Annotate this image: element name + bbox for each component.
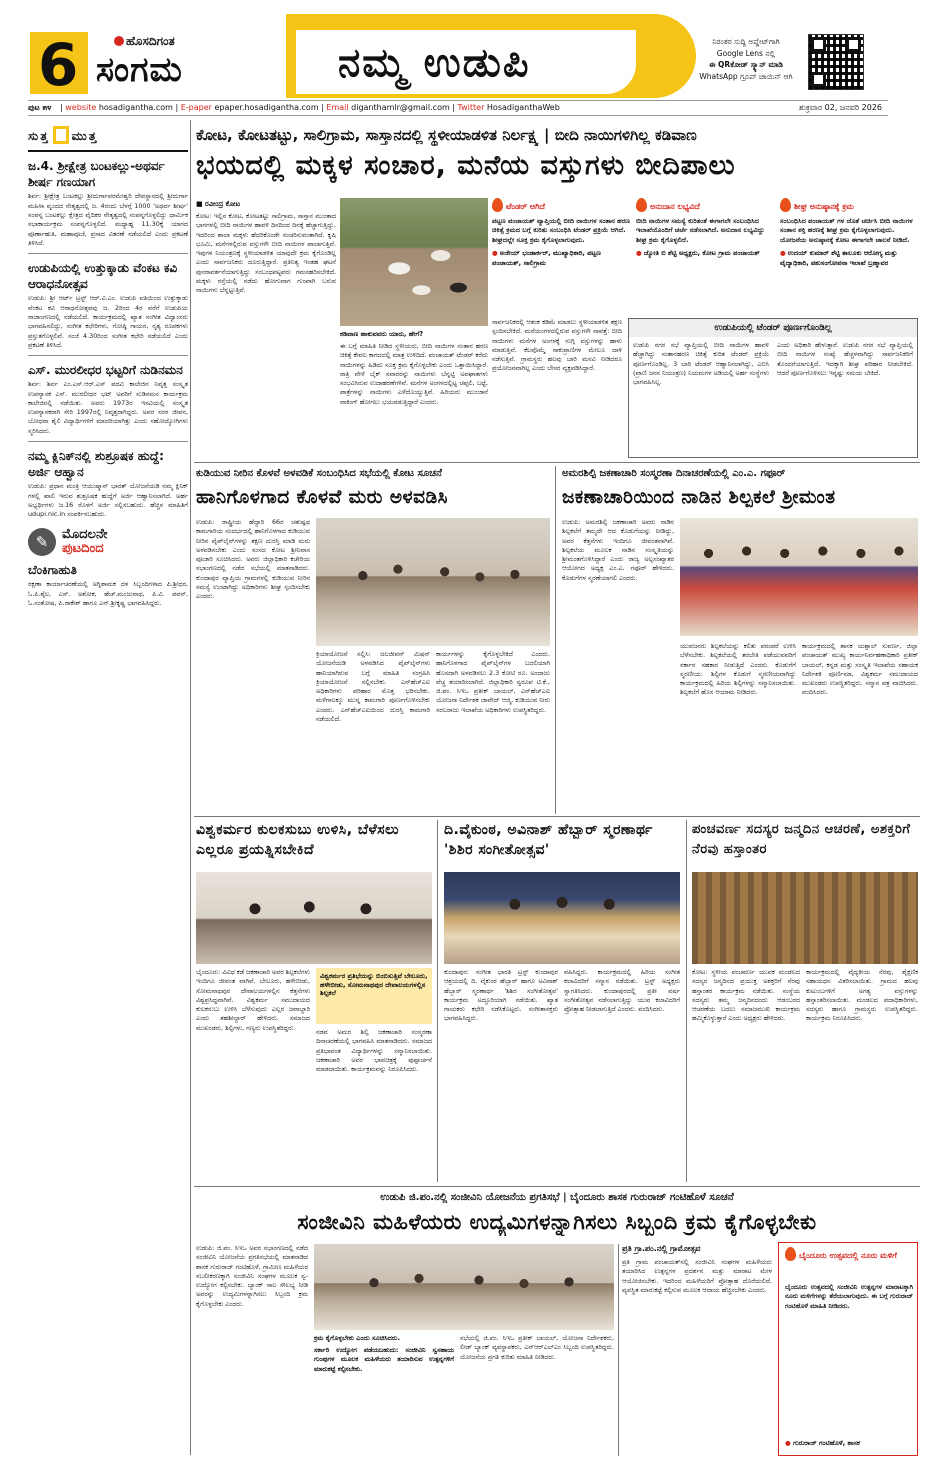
left-story-body: ಉಡುಪಿ: ಶ್ರೀ ಆರ್ಟ್ ಟ್ರಸ್ಟ್ ಆರ್.ವಿ.ಎಂ. ಉಡುಪಿ ವತಿಯಿಂದ ಉತ್ತುಕ್ಕಾಡು ವೆಂಕಟ ಕವಿ ಆರಾಧನೋತ್ಸವವು ಜ. 2ರಿಂದ 4ರ ವರೆಗೆ ಉಡುಪಿಯ ರಾಜಾಂಗಣದಲ್ಲಿ ನಡೆಯಲಿದೆ. ಕಾರ್ಯಕ್ರಮದಲ್ಲಿ ಖ್ಯಾತ ಸಂಗೀತ ವಿದ್ವಾಂಸರು ಭಾಗವಹಿಸಲಿದ್ದು, ಸಂಗೀತ ಕಛೇರಿಗಳು, ಗೋಷ್ಠಿ ಗಾಯನ, ನೃತ್ಯ ರೂಪಕಗಳು ಪ್ರಸ್ತುತಗೊಳ್ಳಲಿವೆ. ಸಂಜೆ 4.30ರಿಂದ ಸಂಗೀತ ಕಛೇರಿ ನಡೆಯಲಿದೆ ಎಂದು ಪ್ರಕಟಣೆ ತಿಳಿಸಿದೆ. [28, 294, 188, 349]
byndoor-utsav-box: ಬೈಂದೂರು ಉತ್ಸವದಲ್ಲಿ ನೂರು ಮಳಿಗೆ ಬೈಂದೂರು ಉತ್ಸವದಲ್ಲಿ ಸಂಜೀವಿನಿ ಉತ್ಪನ್ನಗಳ ಮಾರಾಟಕ್ಕಾಗಿ ನೂರು ಮಳಿಗೆಗಳನ್ನು ತೆರೆಯಲಾಗುವುದು. ಈ ಬಗ್ಗೆ ಗುರುರಾಜ್ ಗಂಟಿಹೊಳೆ ಮಾಹಿತಿ ನೀಡಿದರು. ● ಗುರುರಾಜ್ ಗಂಟಿಹೊಳೆ, ಶಾಸಕ [778, 1242, 918, 1456]
twitter-link[interactable]: HosadiganthaWeb [486, 103, 560, 112]
pen-icon: ✎ [28, 528, 56, 556]
sanjeevini-col3: ಸಭೆಯಲ್ಲಿ ಜಿ.ಪಂ. ಸಿಇಒ ಪ್ರತೀಕ್ ಬಾಯಲ್, ಯೋಜನಾ ನಿರ್ದೇಶಕರು, ಲೀಡ್ ಬ್ಯಾಂಕ್ ವ್ಯವಸ್ಥಾಪಕರು, ಎನ್‌ಆರ್‌ಎಲ್‌ಎಂ ಸಿಬ್ಬಂದಿ ಉಪಸ್ಥಿತರಿದ್ದರು. ಯೋಜನೆಯ ಪ್ರಗತಿ ಕುರಿತು ಮಾಹಿತಿ ನೀಡಿದರು. [460, 1334, 614, 1361]
water-story-col3: ಕಾರ್ಯಗಳನ್ನು ಕೈಗೊಳ್ಳಬೇಕಿದೆ ಎಂದರು. ಹಾನಿಗೊಳಗಾದ ಪೈಪ್‌ಲೈನ್‌ಗಳ ಬದಲಿಯಾಗಿ ಹೊಸದಾಗಿ ಅಳವಡಿಸಲು 2.3 ಕೋಟಿ ರೂ. ಅಂದಾಜು ವೆಚ್ಚ ತಯಾರಿಸಲಾಗಿದೆ. ಜಿಲ್ಲಾಧಿಕಾರಿ ಸ್ವರೂಪ ಟಿ.ಕೆ., ಜಿ.ಪಂ. ಸಿಇಒ ಪ್ರತೀಕ್ ಬಾಯಲ್, ಎನ್‌ಹೆಚ್‌ಎಐ ಯೋಜನಾ ನಿರ್ದೇಶಕ ಜಾವೇದ್ ಆಜ್ಮಿ, ಕುಡಿಯುವ ನೀರು ಸರಬರಾಜು ಇಲಾಖೆಯ ಅಧಿಕಾರಿಗಳು ಉಪಸ್ಥಿತರಿದ್ದರು. [436, 650, 550, 714]
qr-code-icon[interactable] [808, 34, 864, 90]
left-story-title[interactable]: ಎಸ್. ಮುರಲೀಧರ ಭಟ್ಟರಿಗೆ ನುಡಿನಮನ [28, 363, 183, 378]
gramotsava-body: ಪ್ರತಿ ಗ್ರಾಮ ಪಂಚಾಯತ್‌ನಲ್ಲಿ ಸಂಜೀವಿನಿ ಸಂಘಗಳ ಮಹಿಳೆಯರು ತಯಾರಿಸಿದ ಉತ್ಪನ್ನಗಳ ಪ್ರದರ್ಶನ ಮತ್ತು ಮಾರಾಟ ಮೇಳ ಆಯೋಜಿಸಬೇಕು. ಇದರಿಂದ ಮಹಿಳೆಯರಿಗೆ ಪ್ರೋತ್ಸಾಹ ದೊರೆಯಲಿದೆ. ವ್ಯವಸ್ಥಿತ ಮಾರುಕಟ್ಟೆ ಕಲ್ಪಿಸುವ ಮೂಲಕ ಆದಾಯ ಹೆಚ್ಚಿಸಬೇಕು ಎಂದರು. [622, 1258, 772, 1294]
epaper-link[interactable]: epaper.hosadigantha.com [214, 103, 319, 112]
sanjeevini-headline[interactable]: ಸಂಜೀವಿನಿ ಮಹಿಳೆಯರು ಉದ್ಯಮಿಗಳನ್ನಾಗಿಸಲು ಸಿಬ್ಬಂದಿ ಕ್ರಮ ಕೈಗೊಳ್ಳಬೇಕು [297, 1210, 817, 1234]
water-story-headline[interactable]: ಹಾನಿಗೊಳಗಾದ ಕೊಳವೆ ಮರು ಅಳವಡಿಸಿ [196, 487, 448, 508]
left-story-title[interactable]: ಬೆಂಕಿಗಾಹುತಿ [28, 563, 77, 578]
sculptor-story-headline[interactable]: ಜಕಣಾಚಾರಿಯಿಂದ ನಾಡಿನ ಶಿಲ್ಪಕಲೆ ಶ್ರೀಮಂತ [562, 487, 836, 508]
sculptor-story-col3: ಕಾರ್ಯಕ್ರಮದಲ್ಲಿ ಶಾಸಕ ಯಶ್ಪಾಲ್ ಸುವರ್ಣ, ಜಿಲ್ಲಾ ಪಂಚಾಯತ್ ಮುಖ್ಯ ಕಾರ್ಯನಿರ್ವಹಣಾಧಿಕಾರಿ ಪ್ರತೀಕ್ ಬಾಯಲ್, ಕನ್ನಡ ಮತ್ತು ಸಂಸ್ಕೃತಿ ಇಲಾಖೆಯ ಸಹಾಯಕ ನಿರ್ದೇಶಕಿ ಪೂರ್ಣಿಮಾ, ವಿಶ್ವಕರ್ಮ ಸಮುದಾಯದ ಮುಖಂಡರು ಉಪಸ್ಥಿತರಿದ್ದರು. ಸನ್ಮಾನ ಪತ್ರ ವಾಚಿಸಿದರು. ವಂದಿಸಿದರು. [802, 642, 918, 697]
response-card: ಶೀಘ್ರ ಅನುಷ್ಠಾನಕ್ಕೆ ಕ್ರಮ ಸಂಬಂಧಿಸಿದ ಪಂಚಾಯತ್ ಗಳ ಜೊತೆ ಚರ್ಚಿಸಿ ಬೀದಿ ನಾಯಿಗಳ ಸಂತಾನ ಶಕ್ತಿ ಹರಣಕ್ಕೆ ಶೀಘ್ರ ಕ್ರಮ ಕೈಗೊಳ್ಳಲಾಗುವುದು. ಯೋಜನೆಯ ಅನುಷ್ಠಾನಕ್ಕೆ ಕೋಟ ಈಗಾಗಲೇ ಚಾಲನೆ ನೀಡಿದೆ. ● ಉದಯ್ ಕುಮಾರ್ ಶೆಟ್ಟಿ ತಾಲೂಕು ಆರೋಗ್ಯ ಮತ್ತು ವೈದ್ಯಾಧಿಕಾರಿ, ಪಶುಸಂಗೋಪನಾ ಇಲಾಖೆ ಬ್ರಹ್ಮಾವರ [780, 198, 918, 269]
section-name: ಸಂಗಮ [96, 50, 183, 90]
vishwakarma-highlight: ವಿಶ್ವಕರ್ಮರ ಪ್ರತಿಭೆಯನ್ನು ಬಿಂಬಿಸುತ್ತಿವೆ ಬೇಲೂರು, ಹಳೇಬೀಡು, ಸೋಮನಾಥಪುರ ದೇವಾಲಯಗಳಲ್ಲಿನ ಶಿಲ್ಪಕಲೆ [316, 968, 432, 1024]
water-story-kicker: ಕುಡಿಯುವ ನೀರಿನ ಕೊಳವೆ ಅಳವಡಿಕೆ ಸಂಬಂಧಿಸಿದ ಸಭೆಯಲ್ಲಿ ಕೋಟ ಸೂಚನೆ [196, 468, 442, 479]
left-story-title[interactable]: ಉಡುಪಿಯಲ್ಲಿ ಉತ್ತುಕ್ಕಾಡು ವೆಂಕಟ ಕವಿ ಆರಾಧನೋತ್ಸವ [28, 261, 178, 292]
vishwakarma-headline[interactable]: ವಿಶ್ವಕರ್ಮರ ಕುಲಕಸುಬು ಉಳಿಸಿ, ಬೆಳೆಸಲು ಎಲ್ಲರೂ ಪ್ರಯತ್ನಿಸಬೇಕಿದೆ [196, 822, 400, 858]
vishwakarma-photo [196, 872, 432, 964]
photo-caption: ಕಡಿವಾಣ ಹಾಕುವವರು ಯಾರು, ಹೇಗೆ? [340, 330, 424, 338]
vishwakarma-col1: ಬೈಂದೂರು: ವಿವಿಧ ಕಡೆ ಜಕಣಾಚಾರಿ ಅವರ ಶಿಲ್ಪಕಲೆಗಳು ಇಂದಿಗೂ ಜೀವಂತ ವಾಗಿವೆ. ಬೇಲೂರು, ಹಳೇಬೀಡು, ಸೋಮನಾಥಪುರ ದೇವಾಲಯಗಳಲ್ಲಿನ ಕೆತ್ತನೆಗಳು ವಿಶ್ವಪ್ರಸಿದ್ಧವಾಗಿವೆ. ವಿಶ್ವಕರ್ಮ ಸಮುದಾಯದ ಕುಲಕಸುಬು ಉಳಿಸಿ ಬೆಳೆಸುವುದು ಎಲ್ಲರ ಜವಾಬ್ದಾರಿ ಎಂದು ತಹಶೀಲ್ದಾರ್ ಹೇಳಿದರು. ಸಮಾಜದ ಮುಖಂಡರು, ಶಿಲ್ಪಿಗಳು, ಗಣ್ಯರು ಉಪಸ್ಥಿತರಿದ್ದರು. [196, 968, 310, 1032]
top-story-headline[interactable]: ಭಯದಲ್ಲಿ ಮಕ್ಕಳ ಸಂಚಾರ, ಮನೆಯ ವಸ್ತುಗಳು ಬೀದಿಪಾಲು [196, 150, 736, 181]
water-story-col2: ಕ್ರಿಯಾಯೋಜನೆ ಸಲ್ಲಿಸಿ: ಜಲಜೀವನ್ ಮಿಷನ್ ಯೋಜನೆಯಡಿ ಅಳವಡಿಸಿದ ಪೈಪ್‌ಲೈನ್‌ಗಳು ಹಾನಿಯಾಗಿರುವ ಬಗ್ಗೆ ಮಾಹಿತಿ ಸಂಗ್ರಹಿಸಿ ಕ್ರಿಯಾಯೋಜನೆ ಸಲ್ಲಿಸಬೇಕು. ಎನ್‌ಹೆಚ್‌ಎಐ ಅಧಿಕಾರಿಗಳು ಪರಿಹಾರ ಮೊತ್ತ ಭರಿಸಬೇಕು. ಮಳೆಗಾಲಕ್ಕೂ ಮುನ್ನ ಕಾಮಗಾರಿ ಪೂರ್ಣಗೊಳಿಸಬೇಕು ಎಂದರು. ಎನ್‌ಹೆಚ್‌ಎಐಯಿಂದ ದುರಸ್ತಿ ಕಾಮಗಾರಿ ನಡೆಯಲಿದೆ. [316, 650, 430, 723]
email-link[interactable]: diganthamlr@gmail.com [351, 103, 450, 112]
music-fest-photo [444, 872, 680, 964]
left-story-body: ಉಡುಪಿ: ಪ್ರಧಾನ ಮಂತ್ರಿ ಆಯುಷ್ಮಾನ್ ಭಾರತ್ ಯೋಜನೆಯಡಿ ನಮ್ಮ ಕ್ಲಿನಿಕ್ ಗಳಲ್ಲಿ ಖಾಲಿ ಇರುವ ಶುಶ್ರೂಷಕ ಹುದ್ದೆಗೆ ಅರ್ಜಿ ಆಹ್ವಾನಿಸಲಾಗಿದೆ. ಅರ್ಹ ಅಭ್ಯರ್ಥಿಗಳು ಜ.16 ರೊಳಗೆ ಅರ್ಜಿ ಸಲ್ಲಿಸಬಹುದು. ಹೆಚ್ಚಿನ ಮಾಹಿತಿಗೆ udupi.nic.in ಸಂಪರ್ಕಿಸಬಹುದು. [28, 482, 188, 519]
music-fest-col1: ಕುಂದಾಪುರ: ಸಂಗೀತ ಭಾರತಿ ಟ್ರಸ್ಟ್ ಕುಂದಾಪುರ ಆಶ್ರಯದಲ್ಲಿ ದಿ. ವೈಕುಂಠ ಹೆಬ್ಬಾರ್ ಹಾಗೂ ಅವಿನಾಶ್ ಹೆಬ್ಬಾರ್ ಸ್ಮರಣಾರ್ಥ 'ಶಿಶಿರ ಸಂಗೀತೋತ್ಸವ' ಕಾರ್ಯಕ್ರಮ ಅದ್ದೂರಿಯಾಗಿ ನಡೆಯಿತು. ಖ್ಯಾತ ಗಾಯಕರು ಕಛೇರಿ ನಡೆಸಿಕೊಟ್ಟರು. ಸಂಗೀತಾಸಕ್ತರು ಭಾಗವಹಿಸಿದ್ದರು. [444, 968, 558, 1023]
music-fest-headline[interactable]: ದಿ.ವೈಕುಂಠ, ಅವಿನಾಶ್ ಹೆಬ್ಬಾರ್ ಸ್ಮರಣಾರ್ಥ 'ಶಿಶಿರ ಸಂಗೀತೋತ್ಸವ' [444, 822, 653, 858]
website-link[interactable]: hosadigantha.com [98, 103, 173, 112]
sculptor-story-col2: ಯುವಜನರು ಶಿಲ್ಪಕಲೆಯನ್ನು ಕಲಿತು ಪರಂಪರೆ ಉಳಿಸಿ ಬೆಳೆಸಬೇಕು. ಶಿಲ್ಪಕಲೆಯಲ್ಲಿ ತರಬೇತಿ ಪಡೆಯುವವರಿಗೆ ಸರ್ಕಾರ ಸಹಕಾರ ನೀಡುತ್ತಿದೆ ಎಂದರು. ಕೊಡುಗೆಗೆ ಸ್ಮರಣೀಯ: ಶಿಲ್ಪಿಗಳ ಕೊಡುಗೆ ಸ್ಮರಣೀಯವಾಗಿದ್ದು ಕಾರ್ಯಕ್ರಮದಲ್ಲಿ ಹಿರಿಯ ಶಿಲ್ಪಿಗಳನ್ನು ಸನ್ಮಾನಿಸಲಾಯಿತು. ಶಿಲ್ಪಕಲೆಗೆ ಹೊಸ ಆಯಾಮ ನೀಡಿದರು. [680, 642, 796, 697]
drop-icon [636, 198, 647, 212]
panchavarna-photo [692, 872, 918, 964]
vishwakarma-col2: ನಡವ ಅಮರ ಶಿಲ್ಪಿ ಜಕಣಾಚಾರಿ ಸಂಸ್ಮರಣಾ ದಿನಾಚರಣೆಯಲ್ಲಿ ಭಾಗವಹಿಸಿ ಮಾತನಾಡಿದರು. ಸಮಾಜದ ಪ್ರತಿಭಾವಂತ ವಿದ್ಯಾರ್ಥಿಗಳನ್ನು ಸನ್ಮಾನಿಸಲಾಯಿತು. ಜಕಣಾಚಾರಿ ಅವರ ಭಾವಚಿತ್ರಕ್ಕೆ ಪುಷ್ಪಾರ್ಚನೆ ಮಾಡಲಾಯಿತು. ಕಾರ್ಯಕ್ರಮವನ್ನು ನಿರೂಪಿಸಿದರು. [316, 1028, 432, 1074]
column-title: ಸುತ್ತ ಮುತ್ತ [28, 120, 188, 152]
sculptor-story-col1: ಉಡುಪಿ: ಅಮರಶಿಲ್ಪಿ ಜಕಣಾಚಾರಿ ಅವರು ನಾಡಿನ ಶಿಲ್ಪಕಲೆಗೆ ತಮ್ಮದೇ ಆದ ಕೊಡುಗೆಯನ್ನು ನೀಡಿದ್ದು, ಅವರ ಕೆತ್ತನೆಗಳು ಇಂದಿಗೂ ಜೀವಂತವಾಗಿವೆ. ಶಿಲ್ಪಕಲೆಯ ಮೂಲಕ ನಾಡಿನ ಸಂಸ್ಕೃತಿಯನ್ನು ಶ್ರೀಮಂತಗೊಳಿಸಿದ್ದಾರೆ ಎಂದು ರಾಜ್ಯ ಅಲ್ಪಸಂಖ್ಯಾತರ ಆಯೋಗದ ಅಧ್ಯಕ್ಷ ಎಂ.ಎ. ಗಫೂರ್ ಹೇಳಿದರು. ಕೊಡುಗೆಗಳ ಸ್ಮರಣೆಯಾಗಲಿ ಎಂದರು. [562, 518, 674, 582]
music-fest-col2: ವಹಿಸಿದ್ದರು. ಕಾರ್ಯಕ್ರಮದಲ್ಲಿ ಹಿರಿಯ ಸಂಗೀತ ಕಲಾವಿದರಿಗೆ ಸನ್ಮಾನ ನಡೆಯಿತು. ಟ್ರಸ್ಟ್ ಅಧ್ಯಕ್ಷರು ಸ್ವಾಗತಿಸಿದರು. ಕುಂದಾಪುರದಲ್ಲಿ ಪ್ರತೀ ವರ್ಷ ಸಂಗೀತೋತ್ಸವ ನಡೆಸಲಾಗುತ್ತಿದ್ದು ಯುವ ಕಲಾವಿದರಿಗೆ ಪ್ರೋತ್ಸಾಹ ನೀಡಲಾಗುತ್ತಿದೆ ಎಂದರು. ವಂದಿಸಿದರು. [564, 968, 680, 1014]
top-story-col1: ಕೋಟ: ಇಲ್ಲಿನ ಕೋಟ, ಕೋಟತಟ್ಟು ಸಾಲಿಗ್ರಾಮ, ಸಾಸ್ತಾನ ಮುಂತಾದ ಭಾಗಗಳಲ್ಲಿ ಬೀದಿ ನಾಯಿಗಳ ಹಾವಳಿ ದಿನದಿಂದ ದಿನಕ್ಕೆ ಹೆಚ್ಚಾಗುತ್ತಿದ್ದು, ಇದರಿಂದ ಶಾಲಾ ಮಕ್ಕಳು ಹೆದರಿಕೊಂಡೇ ಸಂಚರಿಸುವಂತಾಗಿದೆ. ಕೃಷಿ ಭೂಮಿ, ಮನೆಗಳಲ್ಲಿರುವ ವಸ್ತುಗಳೇ ಬೀದಿ ನಾಯಿಗಳ ಪಾಲಾಗುತ್ತಿವೆ. ಇವುಗಳ ನಿಯಂತ್ರಣಕ್ಕೆ ಸ್ಥಳೀಯಾಡಳಿತ ಯಾವುದೇ ಕ್ರಮ ಕೈಗೊಂಡಿಲ್ಲ ಎಂದು ಸಾರ್ವಜನಿಕರು ದೂರುತ್ತಿದ್ದಾರೆ. ಪ್ರತಿನಿತ್ಯ ಇಂತಹ ಘಟನೆ ಪುನರಾವರ್ತನೆಯಾಗುತ್ತಿದ್ದು ಸಂಬಂಧಪಟ್ಟವರು ಗಮನಹರಿಸಬೇಕಿದೆ. ಮಕ್ಕಳು ರಸ್ತೆಯಲ್ಲಿ ನಡೆದು ಹೋಗುವಾಗ ಗುಂಪಾಗಿ ಬರುವ ನಾಯಿಗಳು ಬೆನ್ನಟ್ಟುತ್ತಿವೆ. [196, 212, 336, 295]
brand-logo-icon [114, 36, 124, 46]
masthead [0, 0, 945, 100]
page-number: 6 [38, 31, 79, 99]
panchavarna-headline[interactable]: ಪಂಚವರ್ಣ ಸದಸ್ಯರ ಜನ್ಮದಿನ ಆಚರಣೆ, ಅಶಕ್ತರಿಗೆ ನೆರವು ಹಸ್ತಾಂತರ [692, 822, 911, 857]
felicitation-photo [680, 518, 918, 636]
info-bar: ಪುಟ ೫೪ | website hosadigantha.com | E-paper epaper.hosadigantha.com | Email diganthamlr@gmail.com | Twitter HosadiganthaWeb ಶುಕ್ರವಾರ 02, ಜನವರಿ 2026 [28, 100, 888, 116]
stray-dogs-photo [340, 198, 488, 326]
top-story-col2: ಈ ಬಗ್ಗೆ ಮಾಹಿತಿ ನೀಡಿದ ಸ್ಥಳೀಯರು, ಬೀದಿ ನಾಯಿಗಳ ಸಂತಾನ ಹರಣ ಚಿಕಿತ್ಸೆ ಕೇವಲ ಕಾಗದದಲ್ಲಿ ಮಾತ್ರ ಉಳಿದಿದೆ. ಪಂಚಾಯತ್ ಟೆಂಡರ್ ಕರೆದು ನಾಯಿಗಳನ್ನು ಹಿಡಿದು ಸೂಕ್ತ ಕ್ರಮ ಕೈಗೊಳ್ಳಬೇಕು ಎಂದು ಒತ್ತಾಯಿಸಿದ್ದಾರೆ. ರಾತ್ರಿ ವೇಳೆ ಬೈಕ್ ಸವಾರರನ್ನು ನಾಯಿಗಳು ಬೆನ್ನಟ್ಟಿ ಅಪಘಾತಗಳು ಸಂಭವಿಸಿರುವ ಉದಾಹರಣೆಗಳಿವೆ. ಮನೆಗಳ ಅಂಗಳದಲ್ಲಿಟ್ಟ ಚಪ್ಪಲಿ, ಬಟ್ಟೆ, ಪಾತ್ರೆಗಳನ್ನು ನಾಯಿಗಳು ಎಳೆದೊಯ್ಯುತ್ತಿವೆ. ಹಿರಿಯರು ಮುಂಜಾನೆ ವಾಕಿಂಗ್ ಹೋಗಲು ಭಯಪಡುತ್ತಿದ್ದಾರೆ ಎಂದರು. [340, 342, 488, 406]
official-responses [492, 198, 918, 310]
left-story-body: ರಕ್ಷಣಾ ಕಾರ್ಯಾಚರಣೆಯಲ್ಲಿ ಅಗ್ನಿಶಾಮಕ ದಳ ಸಿಬ್ಬಂದಿಗಳಾದ ಪಿ.ಶ್ರೀಧರ, ಓ.ಪಿ.ಶೈಲ, ಎಸ್. ಅಶೋಕ, ಹೆಚ್.ಮಂಜುನಾಥ, ಪಿ.ವಿ. ಪವನ್, ಓ.ಸಂತೋಷ, ಪಿ.ರಾಕೇಶ್ ಹಾಗೂ ಎನ್.ಶ್ರೀಕೃಷ್ಣ ಭಾಗವಹಿಸಿದ್ದರು. [28, 580, 188, 607]
panchavarna-col1: ಕೋಟ: ಸ್ಥಳೀಯ ಪಂಚವರ್ಣ ಯುವಕ ಮಂಡಲದ ಸದಸ್ಯರ ಜನ್ಮದಿನದ ಪ್ರಯುಕ್ತ ಅಶಕ್ತರಿಗೆ ನೆರವು ಹಸ್ತಾಂತರ ಕಾರ್ಯಕ್ರಮ ನಡೆಯಿತು. ಸಂಸ್ಥೆಯ ಸದಸ್ಯರು ತಮ್ಮ ಜನ್ಮದಿನದಂದು ಆಡಂಬರದ ಆಚರಣೆಯ ಬದಲು ಸಮಾಜಮುಖಿ ಕಾರ್ಯಕ್ರಮ ಹಮ್ಮಿಕೊಳ್ಳುತ್ತಾರೆ ಎಂದು ಅಧ್ಯಕ್ಷರು ಹೇಳಿದರು. [692, 968, 800, 1023]
meeting-photo [316, 518, 550, 646]
drop-icon [780, 198, 791, 212]
left-story-body: ಶಿರ್ವ: ಶಿರ್ವ ಎಂ.ಎಸ್.ಆರ್.ಎಸ್ ಪದವಿ ಕಾಲೇಜಿನ ನಿವೃತ್ತ ಸಂಸ್ಕೃತ ಉಪನ್ಯಾಸಕ ಎಸ್. ಮುರಲೀಧರ ಭಟ್ ಅವರಿಗೆ ನುಡಿನಮನ ಕಾರ್ಯಕ್ರಮ ಕಾಲೇಜಿನಲ್ಲಿ ನಡೆಯಿತು. ಅವರು 1973ರ ಇಸವಿಯಲ್ಲಿ ಸಂಸ್ಕೃತ ಉಪನ್ಯಾಸಕರಾಗಿ ಸೇರಿ 1997ರಲ್ಲಿ ನಿವೃತ್ತರಾಗಿದ್ದರು. ಅವರ ಸರಳ ಜೀವನ, ಬೋಧನಾ ಶೈಲಿ ವಿದ್ಯಾರ್ಥಿಗಳಿಗೆ ಮಾದರಿಯಾಗಿತ್ತು ಎಂದು ಸಹೋದ್ಯೋಗಿಗಳು ಸ್ಮರಿಸಿದರು. [28, 380, 188, 435]
brand-name: ಹೊಸದಿಗಂತ [114, 33, 175, 49]
top-story-kicker: ಕೋಟ, ಕೋಟತಟ್ಟು, ಸಾಲಿಗ್ರಾಮ, ಸಾಸ್ತಾನದಲ್ಲಿ ಸ್ಥಳೀಯಾಡಳಿತ ನಿರ್ಲಕ್ಷ್ಯ | ಬೀದಿ ನಾಯಿಗಳಿಗಿಲ್ಲ ಕಡಿವಾಣ [196, 126, 697, 144]
window-icon [53, 126, 69, 144]
water-story-col1: ಉಡುಪಿ: ರಾಷ್ಟ್ರೀಯ ಹೆದ್ದಾರಿ 66ರ ಚತುಷ್ಪಥ ಕಾಮಗಾರಿಯ ಸಂದರ್ಭದಲ್ಲಿ ಹಾನಿಗೊಳಗಾದ ಕುಡಿಯುವ ನೀರಿನ ಪೈಪ್‌ಲೈನ್‌ಗಳನ್ನು ತಕ್ಷಣ ದುರಸ್ತಿ ಮಾಡಿ ಮರು ಅಳವಡಿಸಬೇಕು ಎಂದು ಸಂಸದ ಕೋಟ ಶ್ರೀನಿವಾಸ ಪೂಜಾರಿ ಸೂಚಿಸಿದರು. ಅವರು ಜಿಲ್ಲಾಧಿಕಾರಿ ಕಚೇರಿಯ ಸಭಾಂಗಣದಲ್ಲಿ ನಡೆದ ಸಭೆಯಲ್ಲಿ ಮಾತನಾಡಿದರು. ಕುಂದಾಪುರ ವ್ಯಾಪ್ತಿಯ ಗ್ರಾಮಗಳಲ್ಲಿ ಕುಡಿಯುವ ನೀರಿನ ಸಮಸ್ಯೆ ಉಂಟಾಗಿದ್ದು ಅಧಿಕಾರಿಗಳು ಶೀಘ್ರ ಸ್ಪಂದಿಸಬೇಕು ಎಂದರು. [196, 518, 310, 601]
response-card: ಟೆಂಡರ್ ಆಗಿದೆ ಪಟ್ಟಣ ಪಂಚಾಯತ್ ವ್ಯಾಪ್ತಿಯಲ್ಲಿ ಬೀದಿ ನಾಯಿಗಳ ಸಂತಾನ ಹರಣ ಚಿಕಿತ್ಸೆ ಕ್ರಮದ ಬಗ್ಗೆ ಕುರಿತು ಸಂಬಂಧಿಸಿ ಟೆಂಡರ್ ಪ್ರಕ್ರಿಯೆ ಆಗಿದೆ. ಶೀಘ್ರದಲ್ಲೇ ಸೂಕ್ತ ಕ್ರಮ ಕೈಗೊಳ್ಳಲಾಗುವುದು. ● ಅಜೇಯ್ ಭಂಡಾರ್ಕರ್, ಮುಖ್ಯಾಧಿಕಾರಿ, ಪಟ್ಟಣ ಪಂಚಾಯತ್, ಸಾಲಿಗ್ರಾಮ [492, 198, 630, 269]
response-card: ಅನುದಾನ ಲಭ್ಯವಿದೆ ಬೀದಿ ನಾಯಿಗಳ ಸಮಸ್ಯೆ ಕುರಿತಂತೆ ಈಗಾಗಲೇ ಸಂಬಂಧಿಸಿದ ಇಲಾಖೆಯೊಂದಿಗೆ ಚರ್ಚೆ ನಡೆಸಲಾಗಿದೆ. ಅನುದಾನ ಲಭ್ಯವಿದ್ದು ಶೀಘ್ರ ಕ್ರಮ ಕೈಗೊಳ್ಳಲಿದೆ. ● ಜ್ಯೋತಿ ಬಿ ಶೆಟ್ಟಿ ಅಧ್ಯಕ್ಷರು, ಕೋಟ ಗ್ರಾಮ ಪಂಚಾಯತ್ [636, 198, 774, 259]
drop-icon [492, 198, 503, 212]
sanjeevini-photo [314, 1244, 614, 1330]
page-label: ಪುಟ ೫೪ [28, 103, 52, 112]
column-divider [190, 120, 191, 1455]
left-story-body: ಶಿರ್ವ: ಶ್ರೀಕ್ಷೇತ್ರ ಬಂಟಕಲ್ಲು ಶ್ರೀದುರ್ಗಾಪರಮೇಶ್ವರಿ ದೇವಸ್ಥಾನದಲ್ಲಿ ಶ್ರೀದುರ್ಗಾ ಮಹಿಳಾ ವೃಂದದ ನೇತೃತ್ವದಲ್ಲಿ ಜ. 4ರಂದು ಬೆಳಗ್ಗೆ 1000 'ಅಥರ್ವ ಶೀರ್ಷ' ಸಂಪನ್ನ ಬಂಟಕಲ್ಲು ಕ್ಷೇತ್ರದ ವೈದಿಕರ ನೇತೃತ್ವದಲ್ಲಿ ಸಂಪನ್ನಗೊಳ್ಳಲಿದ್ದು ಧಾರ್ಮಿಕ ಸಭಾಕಾರ್ಯಕ್ರಮ ಸಂಪನ್ನಗೊಳ್ಳಲಿದೆ. ಮಧ್ಯಾಹ್ನ 11.30ಕ್ಕೆ ಯಾಗದ ಪೂರ್ಣಾಹುತಿ, ಮಹಾಪೂಜೆ, ಪ್ರಸಾದ ವಿತರಣೆ ನಡೆಯಲಿದೆ ಎಂದು ಪ್ರಕಟಣೆ ತಿಳಿಸಿದೆ. [28, 192, 188, 247]
left-column [28, 120, 188, 1460]
panchavarna-col2: ಕಾರ್ಯಕ್ರಮದಲ್ಲಿ ವೈದ್ಯಕೀಯ ನೆರವು, ಶೈಕ್ಷಣಿಕ ಸಹಾಯಧನ ವಿತರಿಸಲಾಯಿತು. ಗ್ರಾಮದ ಹಲವು ಕುಟುಂಬಗಳಿಗೆ ಅಗತ್ಯ ವಸ್ತುಗಳನ್ನು ಹಸ್ತಾಂತರಿಸಲಾಯಿತು. ಮಂಡಲದ ಪದಾಧಿಕಾರಿಗಳು, ಸದಸ್ಯರು ಹಾಗೂ ಗ್ರಾಮಸ್ಥರು ಉಪಸ್ಥಿತರಿದ್ದರು. ಕಾರ್ಯಕ್ರಮ ನಿರೂಪಿಸಿದರು. [806, 968, 918, 1023]
issue-date: ಶುಕ್ರವಾರ 02, ಜನವರಿ 2026 [799, 103, 882, 112]
sanjeevini-col2: ಸರ್ಕಾರಿ ಉದ್ಯೋಗ ಪಡೆಯಬಹುದು: ಸಂಜೀವಿನಿ ಸ್ವಸಹಾಯ ಗುಂಪುಗಳ ಮೂಲಕ ಮಹಿಳೆಯರು ತಯಾರಿಸುವ ಉತ್ಪನ್ನಗಳಿಗೆ ಮಾರುಕಟ್ಟೆ ಕಲ್ಪಿಸಬೇಕು. [314, 1346, 454, 1373]
gramotsava-title: ಪ್ರತಿ ಗ್ರಾ.ಪಂ.ನಲ್ಲಿ ಗ್ರಾಮೋತ್ಸವ [622, 1244, 701, 1253]
sanjeevini-kicker: ಉಡುಪಿ ಜಿ.ಪಂ.ನಲ್ಲಿ ಸಂಜೀವಿನಿ ಯೋಜನೆಯ ಪ್ರಗತಿಸಭೆ | ಬೈಂದೂರು ಶಾಸಕ ಗುರುರಾಜ್ ಗಂಟಿಹೊಳೆ ಸೂಚನೆ [380, 1192, 734, 1203]
continued-from-front: ✎ ಮೊದಲನೇ ಪುಟದಿಂದ [28, 528, 188, 557]
drop-icon [785, 1247, 796, 1261]
top-story-col3: ಸಾರ್ವಜನಿಕರಲ್ಲಿ ಆತಂಕ ಕಡಿಮೆ ಮಾಡಲು ಸ್ಥಳೀಯಾಡಳಿತ ತಕ್ಷಣ ಸ್ಪಂದಿಸಬೇಕಿದೆ. ಮನೆಯಂಗಳದಲ್ಲಿರುವ ವಸ್ತುಗಳೇ ನಾಪತ್ತೆ: ಬೀದಿ ನಾಯಿಗಳು ಮನೆಗಳ ಅಂಗಳಕ್ಕೆ ನುಗ್ಗಿ ವಸ್ತುಗಳನ್ನು ಹಾಳು ಮಾಡುತ್ತಿವೆ. ಕೆಲವೊಮ್ಮೆ ಸಾಕುಪ್ರಾಣಿಗಳ ಮೇಲೂ ದಾಳಿ ನಡೆಸುತ್ತಿವೆ. ಗ್ರಾಮಸ್ಥರು ಹಲವು ಬಾರಿ ಮನವಿ ನೀಡಿದರೂ ಪ್ರಯೋಜನವಾಗಿಲ್ಲ ಎಂದು ಬೇಸರ ವ್ಯಕ್ತಪಡಿಸಿದ್ದಾರೆ. [492, 318, 622, 373]
sanjeevini-photo-caption: ಕ್ರಮ ಕೈಗೊಳ್ಳಬೇಕು ಎಂದು ಸೂಚಿಸಿದರು. [314, 1334, 401, 1342]
tender-box: ಉಡುಪಿಯಲ್ಲಿ ಟೆಂಡರ್ ಪೂರ್ಣಗೊಂಡಿಲ್ಲ ಉಡುಪಿ ನಗರ ಸಭೆ ವ್ಯಾಪ್ತಿಯಲ್ಲಿ ಬೀದಿ ನಾಯಿಗಳ ಹಾವಳಿ ಹೆಚ್ಚಾಗಿದ್ದು ಸಂತಾನಹರಣ ಚಿಕಿತ್ಸೆ ಕುರಿತ ಟೆಂಡರ್ ಪ್ರಕ್ರಿಯೆ ಪೂರ್ಣಗೊಂಡಿಲ್ಲ. 3 ಬಾರಿ ಟೆಂಡರ್ ಆಹ್ವಾನಿಸಲಾಗಿದ್ದು, ಎಬಿಸಿ (ಪ್ರಾಣಿ ಜನನ ನಿಯಂತ್ರಣ) ನಿಯಮಗಳ ಅಡಿಯಲ್ಲಿ ಅರ್ಹ ಸಂಸ್ಥೆಗಳು ಭಾಗವಹಿಸಿಲ್ಲ. ಎಂದು ಅಧಿಕಾರಿ ಹೇಳುತ್ತಾರೆ. ಉಡುಪಿ ನಗರ ಸಭೆ ವ್ಯಾಪ್ತಿಯಲ್ಲಿ ಬೀದಿ ನಾಯಿಗಳ ಸಂಖ್ಯೆ ಹೆಚ್ಚಳವಾಗಿದ್ದು ಸಾರ್ವಜನಿಕರಿಗೆ ತೊಂದರೆಯಾಗುತ್ತಿದೆ. ಇದಕ್ಕಾಗಿ ಶೀಘ್ರ ಪರಿಹಾರ ನೀಡಬೇಕಿದೆ. ಆದರೆ ಪೂರ್ಣಗೊಳಿಸಲು ಇನ್ನಷ್ಟು ಸಮಯ ಬೇಕಿದೆ. [628, 318, 918, 458]
qr-promo-text: ನಿರಂತರ ಸುದ್ದಿ ಅಪ್ಡೇಟ್‌ಗಾಗಿ Google Lens ನಲ್ಲಿ ಈ QRಕೋಡ್ ಸ್ಕ್ಯಾನ್ ಮಾಡಿ WhatsApp ಗ್ರೂಪ್ ಜಾಯಿನ್ ಆಗಿ [699, 37, 793, 81]
edition-name: ನಮ್ಮ ಉಡುಪಿ [338, 40, 531, 86]
sculptor-story-kicker: ಅಮರಶಿಲ್ಪಿ ಜಕಣಾಚಾರಿ ಸಂಸ್ಮರಣಾ ದಿನಾಚರಣೆಯಲ್ಲಿ ಎಂ.ಎ. ಗಫೂರ್ [562, 468, 786, 479]
sanjeevini-col1: ಉಡುಪಿ: ಜಿ.ಪಂ. ಸಿಇಒ ಅವರ ಸಭಾಂಗಣದಲ್ಲಿ ನಡೆದ ಸಂಜೀವಿನಿ ಯೋಜನೆಯ ಪ್ರಗತಿಸಭೆಯಲ್ಲಿ ಮಾತನಾಡಿದ ಶಾಸಕ ಗುರುರಾಜ್ ಗಂಟಿಹೊಳೆ, ಗ್ರಾಮೀಣ ಮಹಿಳೆಯರ ಸಬಲೀಕರಣಕ್ಕಾಗಿ ಸಂಜೀವಿನಿ ಸಂಘಗಳ ಮೂಲಕ ಸ್ವ-ಉದ್ಯೋಗ ಕಲ್ಪಿಸಬೇಕು. ಬ್ಯಾಂಕ್ ಸಾಲ ಸೌಲಭ್ಯ ನೀಡಿ ಅವರನ್ನು ಉದ್ಯಮಿಗಳನ್ನಾಗಿಸಲು ಸಿಬ್ಬಂದಿ ಕ್ರಮ ಕೈಗೊಳ್ಳಬೇಕು ಎಂದರು. [196, 1244, 308, 1308]
byline: ■ ರವೀಂದ್ರ ಕೋಟ [196, 200, 241, 208]
left-story-title[interactable]: ನಮ್ಮ ಕ್ಲಿನಿಕ್‌ನಲ್ಲಿ ಶುಶ್ರೂಷಕ ಹುದ್ದೆ: ಅರ್ಜಿ ಆಹ್ವಾನ [28, 449, 164, 480]
left-story-title[interactable]: ಜ.4. ಶ್ರೀಕ್ಷೇತ್ರ ಬಂಟಕಲ್ಲು-ಅಥರ್ವ ಶೀರ್ಷ ಗಣಯಾಗ [28, 159, 165, 190]
tender-box-title: ಉಡುಪಿಯಲ್ಲಿ ಟೆಂಡರ್ ಪೂರ್ಣಗೊಂಡಿಲ್ಲ [629, 319, 917, 337]
